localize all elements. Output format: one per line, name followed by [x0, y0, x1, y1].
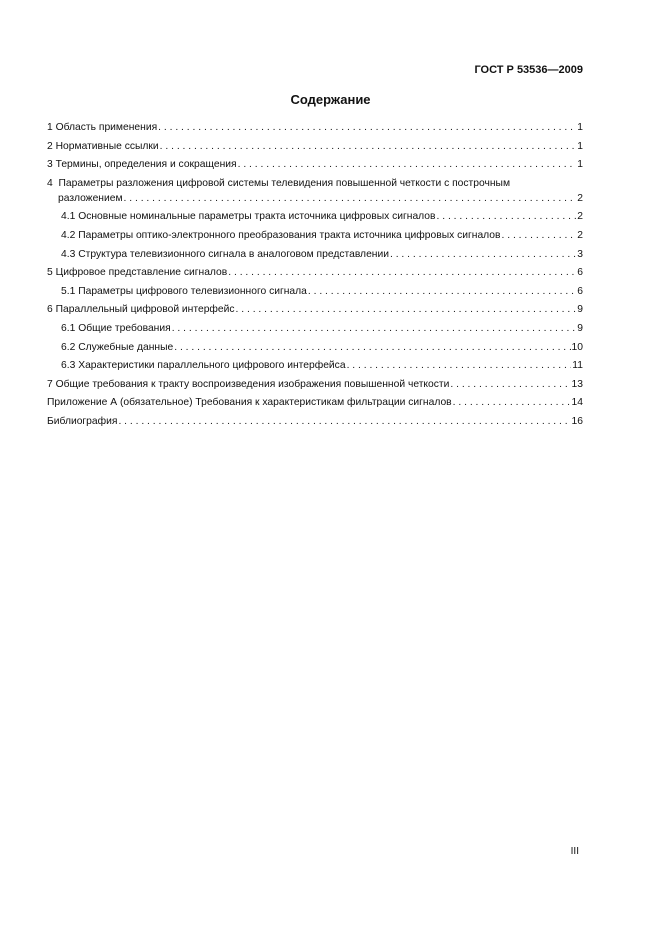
toc-entry-number: 4.3 — [61, 248, 76, 260]
toc-entry-bibliography[interactable] — [47, 416, 583, 435]
toc-entry-number: 2 — [47, 140, 53, 152]
toc-entry-text: Основные номинальные параметры тракта источника цифровых сигналов — [78, 211, 436, 223]
toc-entry-text: Служебные данные — [78, 341, 174, 353]
toc-leader — [236, 304, 577, 315]
toc-entry-number: 5 — [47, 267, 53, 279]
toc-entry-page: 1 — [577, 140, 583, 152]
toc-entry-page: 1 — [577, 122, 583, 133]
toc-entry-text: Цифровое представление сигналов — [55, 267, 228, 279]
toc-entry-text: Параллельный цифровой интерфейс — [55, 304, 235, 316]
toc-entry-6-3[interactable] — [47, 360, 583, 379]
toc-entry-text: Характеристики параллельного цифрового интерфейса — [78, 360, 346, 372]
toc-entry-number: 3 — [47, 159, 53, 171]
toc-entry-page: 14 — [571, 397, 583, 409]
toc-entry-page: 6 — [577, 285, 583, 297]
toc-leader — [160, 141, 577, 152]
toc-leader — [238, 159, 577, 170]
toc-entry-text: Параметры цифрового телевизионного сигнала — [78, 285, 307, 297]
toc-leader — [158, 122, 576, 133]
toc-entry-6-2[interactable] — [47, 342, 583, 361]
toc-entry-number: 1 — [47, 122, 53, 133]
toc-leader — [437, 211, 577, 222]
toc-entry-number: 6.3 — [61, 360, 76, 372]
toc-entry-number: 4.2 — [61, 229, 76, 241]
toc-entry-5-1[interactable] — [47, 286, 583, 305]
toc-entry-page: 1 — [577, 159, 583, 171]
toc-entry-page: 2 — [577, 192, 583, 204]
toc-leader — [124, 193, 577, 204]
toc-leader — [308, 286, 576, 297]
toc-entry-4-1[interactable] — [47, 211, 583, 230]
toc-entry-number: 6.2 — [61, 341, 76, 353]
toc-entry-number: 6 — [47, 304, 53, 316]
toc-entry-text: Общие требования — [78, 322, 171, 334]
table-of-contents — [47, 122, 583, 435]
toc-entry-text-continued: разложением — [58, 192, 123, 204]
toc-entry-4[interactable] — [47, 178, 583, 212]
toc-entry-3[interactable] — [47, 159, 583, 178]
toc-entry-6[interactable] — [47, 304, 583, 323]
toc-entry-4-3[interactable] — [47, 249, 583, 268]
toc-entry-text: Структура телевизионного сигнала в аналоговом представлении — [78, 248, 389, 260]
toc-entry-page: 9 — [577, 322, 583, 334]
toc-entry-page: 11 — [572, 360, 583, 372]
toc-leader — [453, 397, 571, 408]
toc-entry-2[interactable] — [47, 141, 583, 160]
toc-leader — [347, 360, 572, 371]
toc-leader — [172, 323, 577, 334]
toc-entry-text: Область применения — [55, 122, 158, 133]
toc-entry-text: Нормативные ссылки — [55, 140, 159, 152]
toc-title: Содержание — [290, 92, 371, 107]
toc-entry-page: 2 — [577, 229, 583, 241]
toc-entry-page: 9 — [577, 304, 583, 316]
toc-entry-number: 4.1 — [61, 211, 76, 223]
toc-entry-5[interactable] — [47, 267, 583, 286]
page-number: III — [570, 846, 579, 857]
toc-entry-page: 13 — [571, 378, 583, 390]
document-code: ГОСТ Р 53536—2009 — [474, 64, 583, 76]
toc-entry-text: Библиография — [47, 415, 118, 427]
toc-entry-6-1[interactable] — [47, 323, 583, 342]
toc-entry-1[interactable] — [47, 122, 583, 141]
toc-entry-text: Параметры разложения цифровой системы телевидения повышенной четкости с построчным — [58, 177, 511, 189]
toc-leader — [390, 249, 576, 260]
toc-entry-page: 3 — [577, 248, 583, 260]
toc-entry-number: 4 — [47, 177, 53, 189]
toc-leader — [118, 416, 570, 427]
toc-leader — [228, 267, 576, 278]
toc-entry-number: 5.1 — [61, 285, 76, 297]
toc-entry-text: Приложение А (обязательное) Требования к характеристикам фильтрации сигналов — [47, 397, 452, 409]
toc-leader — [174, 342, 570, 353]
toc-entry-page: 2 — [577, 211, 583, 223]
toc-entry-page: 6 — [577, 267, 583, 279]
toc-leader — [502, 230, 577, 241]
toc-entry-7[interactable] — [47, 379, 583, 398]
toc-leader — [450, 379, 570, 390]
toc-entry-number: 6.1 — [61, 322, 76, 334]
toc-entry-text: Общие требования к тракту воспроизведения изображения повышенной четкости — [55, 378, 450, 390]
toc-entry-page: 10 — [571, 341, 583, 353]
toc-entry-appendix-a[interactable] — [47, 397, 583, 416]
toc-entry-text: Термины, определения и сокращения — [55, 159, 237, 171]
toc-entry-page: 16 — [571, 415, 583, 427]
toc-entry-4-2[interactable] — [47, 230, 583, 249]
toc-entry-number: 7 — [47, 378, 53, 390]
toc-entry-text: Параметры оптико-электронного преобразования тракта источника цифровых сигналов — [78, 229, 501, 241]
